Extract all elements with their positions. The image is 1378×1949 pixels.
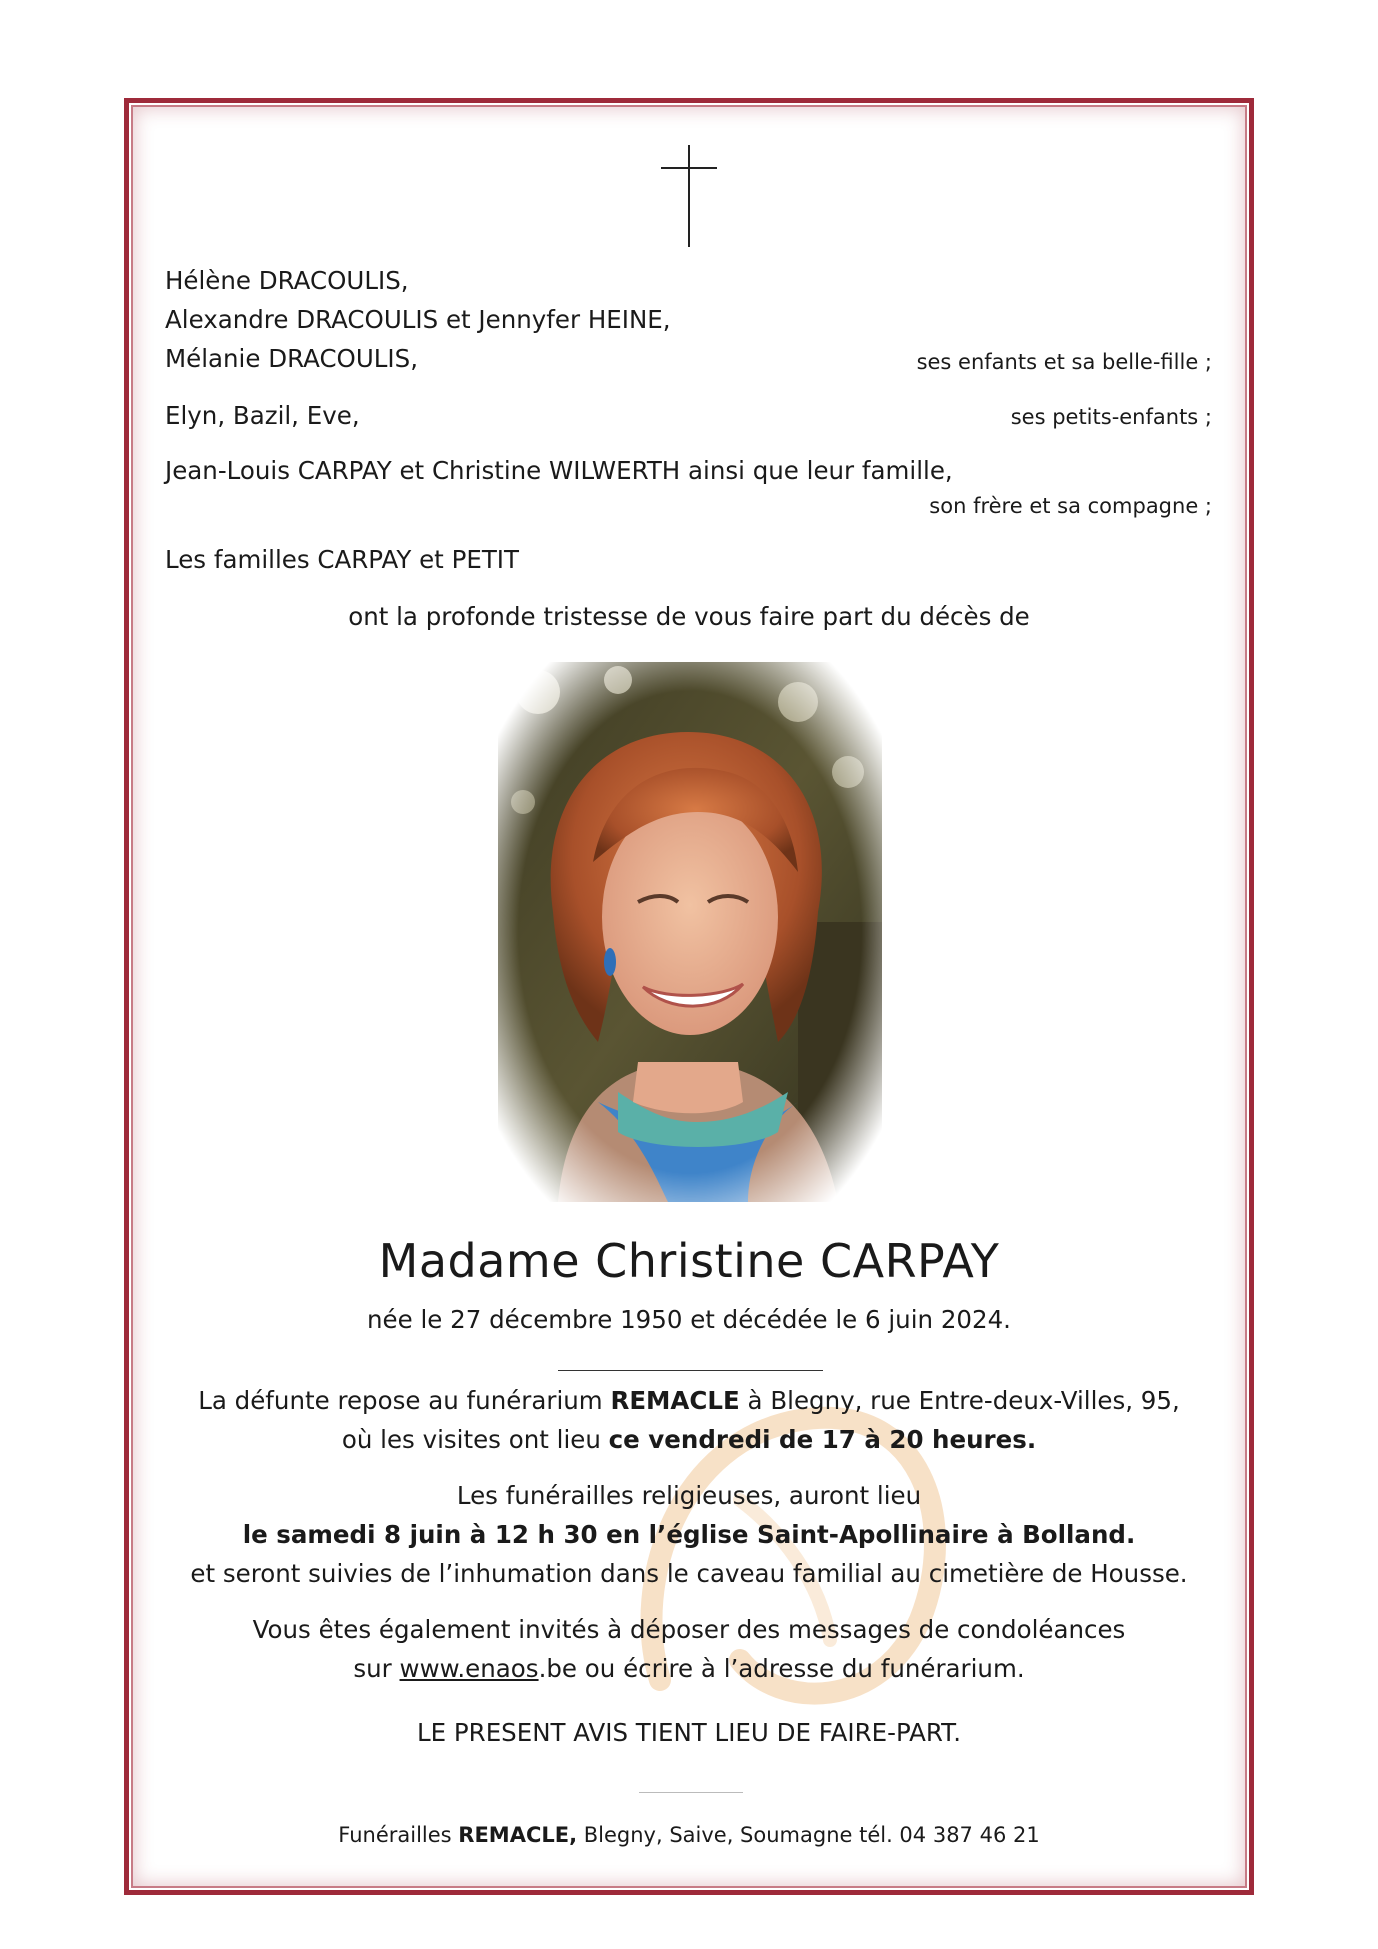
notice-text: LE PRESENT AVIS TIENT LIEU DE FAIRE-PART. bbox=[416, 1718, 961, 1747]
rest-line: La défunte repose au funérarium REMACLE à Blegny, rue Entre-deux-Villes, 95, bbox=[198, 1386, 1180, 1415]
condolences-line-1: Vous êtes également invités à déposer des messages de condoléances bbox=[252, 1615, 1126, 1644]
cross-icon bbox=[688, 145, 690, 247]
footer-text: Funérailles REMACLE, Blegny, Saive, Soumagne tél. 04 387 46 21 bbox=[338, 1823, 1040, 1847]
visits-line: où les visites ont lieu ce vendredi de 17 à 20 heures. bbox=[341, 1425, 1037, 1454]
funeral-line-1: Les funérailles religieuses, auront lieu bbox=[456, 1481, 922, 1510]
separator-line bbox=[558, 1370, 823, 1371]
funeral-line-3: et seront suivies de l’inhumation dans le caveau familial au cimetière de Housse. bbox=[190, 1559, 1188, 1588]
deceased-dates: née le 27 décembre 1950 et décédée le 6 juin 2024. bbox=[367, 1305, 1011, 1334]
announcement-text: ont la profonde tristesse de vous faire part du décès de bbox=[348, 602, 1030, 631]
funeral-line-2: le samedi 8 juin à 12 h 30 en l’église Saint-Apollinaire à Bolland. bbox=[242, 1520, 1136, 1549]
grandchildren-line: Elyn, Bazil, Eve, bbox=[165, 401, 360, 430]
family-line-1: Hélène DRACOULIS, bbox=[165, 266, 409, 295]
enaos-link[interactable]: www.enaos bbox=[399, 1654, 539, 1683]
condolences-line-2: sur www.enaos.be ou écrire à l’adresse du funérarium. bbox=[353, 1654, 1025, 1683]
relation-brother: son frère et sa compagne ; bbox=[929, 494, 1212, 518]
cross-icon-bar bbox=[661, 167, 717, 169]
deceased-name: Madame Christine CARPAY bbox=[378, 1234, 1000, 1288]
brother-line: Jean-Louis CARPAY et Christine WILWERTH ainsi que leur famille, bbox=[165, 456, 953, 485]
relation-children: ses enfants et sa belle-fille ; bbox=[916, 350, 1212, 374]
footer-separator bbox=[639, 1792, 743, 1793]
families-line: Les familles CARPAY et PETIT bbox=[165, 545, 519, 574]
family-line-3: Mélanie DRACOULIS, bbox=[165, 344, 418, 373]
relation-grandchildren: ses petits-enfants ; bbox=[1010, 405, 1212, 429]
family-line-2: Alexandre DRACOULIS et Jennyfer HEINE, bbox=[165, 305, 671, 334]
portrait-photo bbox=[498, 662, 882, 1202]
